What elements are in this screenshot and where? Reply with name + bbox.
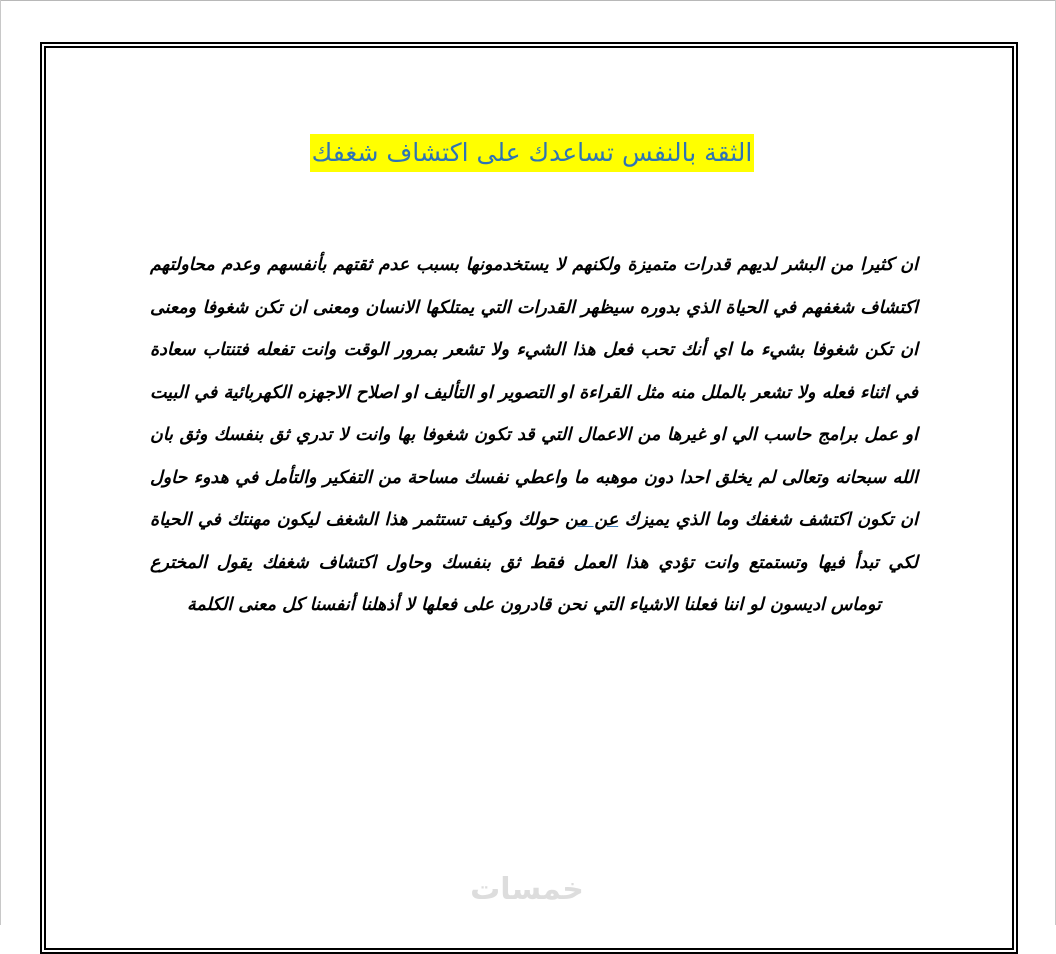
document-title: الثقة بالنفس تساعدك على اكتشاف شغفك xyxy=(310,134,755,172)
underlined-link-text[interactable]: عن من xyxy=(565,510,619,530)
watermark-logo: خمسات xyxy=(470,872,584,907)
title-container xyxy=(0,134,1056,172)
paragraph-text-part-2: حولك وكيف تستثمر هذا الشغف ليكون مهنتك في الحياة لكي تبدأ فيها وتستمتع وانت تؤدي هذا العمل فقط ثق بنفسك وحاول اكتشاف شغفك يقول المخترع توماس اديسون لو اننا فعلنا الاشياء التي نحن قادرون على فعلها لا أذهلنا أنفسنا كل معنى الكلمة xyxy=(150,510,918,615)
body-paragraph xyxy=(150,244,918,627)
paragraph-text-part-1: ان كثيرا من البشر لديهم قدرات متميزة ولكنهم لا يستخدمونها بسبب عدم ثقتهم بأنفسهم وعدم محاولتهم اكتشاف شغفهم في الحياة الذي بدوره سيظهر القدرات التي يمتلكها الانسان ومعنى ان تكن شغوفا ومعنى ان تكن شغوفا بشيء ما اي أنك تحب فعل هذا الشيء ولا تشعر بمرور الوقت وانت تفعله فتنتاب سعادة في اثناء فعله ولا تشعر بالملل منه مثل القراءة او التصوير او التأليف او اصلاح الاجهزه الكهربائية في البيت او عمل برامج حاسب الي او غيرها من الاعمال التي قد تكون شغوفا بها وانت لا تدري ثق بنفسك وثق بان الله سبحانه وتعالى لم يخلق احدا دون موهبه ما واعطي نفسك مساحة من التفكير والتأمل في هدوء حاول ان تكون اكتشف شغفك وما الذي يميزك xyxy=(150,255,918,530)
top-edge-line xyxy=(0,0,1056,1)
